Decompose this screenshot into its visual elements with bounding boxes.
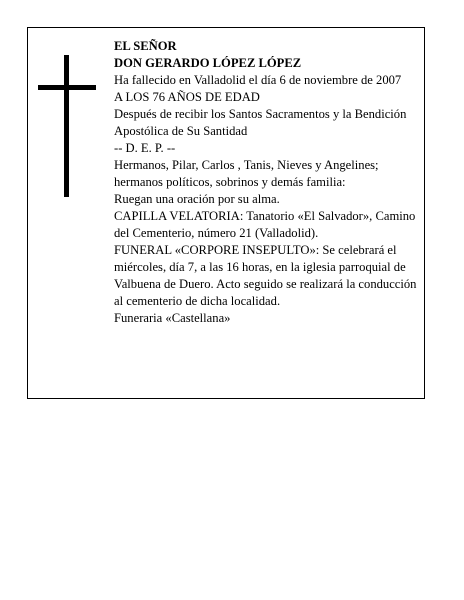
- wake-chapel-info: CAPILLA VELATORIA: Tanatorio «El Salvador», Camino del Cementerio, número 21 (Valladolid).: [114, 209, 416, 240]
- heading-title: EL SEÑOR: [114, 39, 177, 53]
- death-announcement: Ha fallecido en Valladolid el día 6 de noviembre de 2007: [114, 73, 402, 87]
- funeral-home: Funeraria «Castellana»: [114, 311, 231, 325]
- obituary-text: [114, 38, 426, 327]
- family-line: Hermanos, Pilar, Carlos , Tanis, Nieves y Angelines; hermanos políticos, sobrinos y demás familia:: [114, 158, 379, 189]
- rip-line: -- D. E. P. --: [114, 141, 176, 155]
- cross-horizontal-bar: [38, 85, 96, 90]
- prayer-request: Ruegan una oración por su alma.: [114, 192, 280, 206]
- latin-cross-icon: [38, 55, 96, 197]
- cross-vertical-bar: [64, 55, 69, 197]
- age-line: A LOS 76 AÑOS DE EDAD: [114, 90, 260, 104]
- sacraments-line: Después de recibir los Santos Sacramentos y la Bendición Apostólica de Su Santidad: [114, 107, 407, 138]
- deceased-name: DON GERARDO LÓPEZ LÓPEZ: [114, 56, 302, 70]
- funeral-info: FUNERAL «CORPORE INSEPULTO»: Se celebrará el miércoles, día 7, a las 16 horas, en la iglesia parroquial de Valbuena de Duero. Acto seguido se realizará la conducción al cementerio de dicha localidad.: [114, 243, 417, 308]
